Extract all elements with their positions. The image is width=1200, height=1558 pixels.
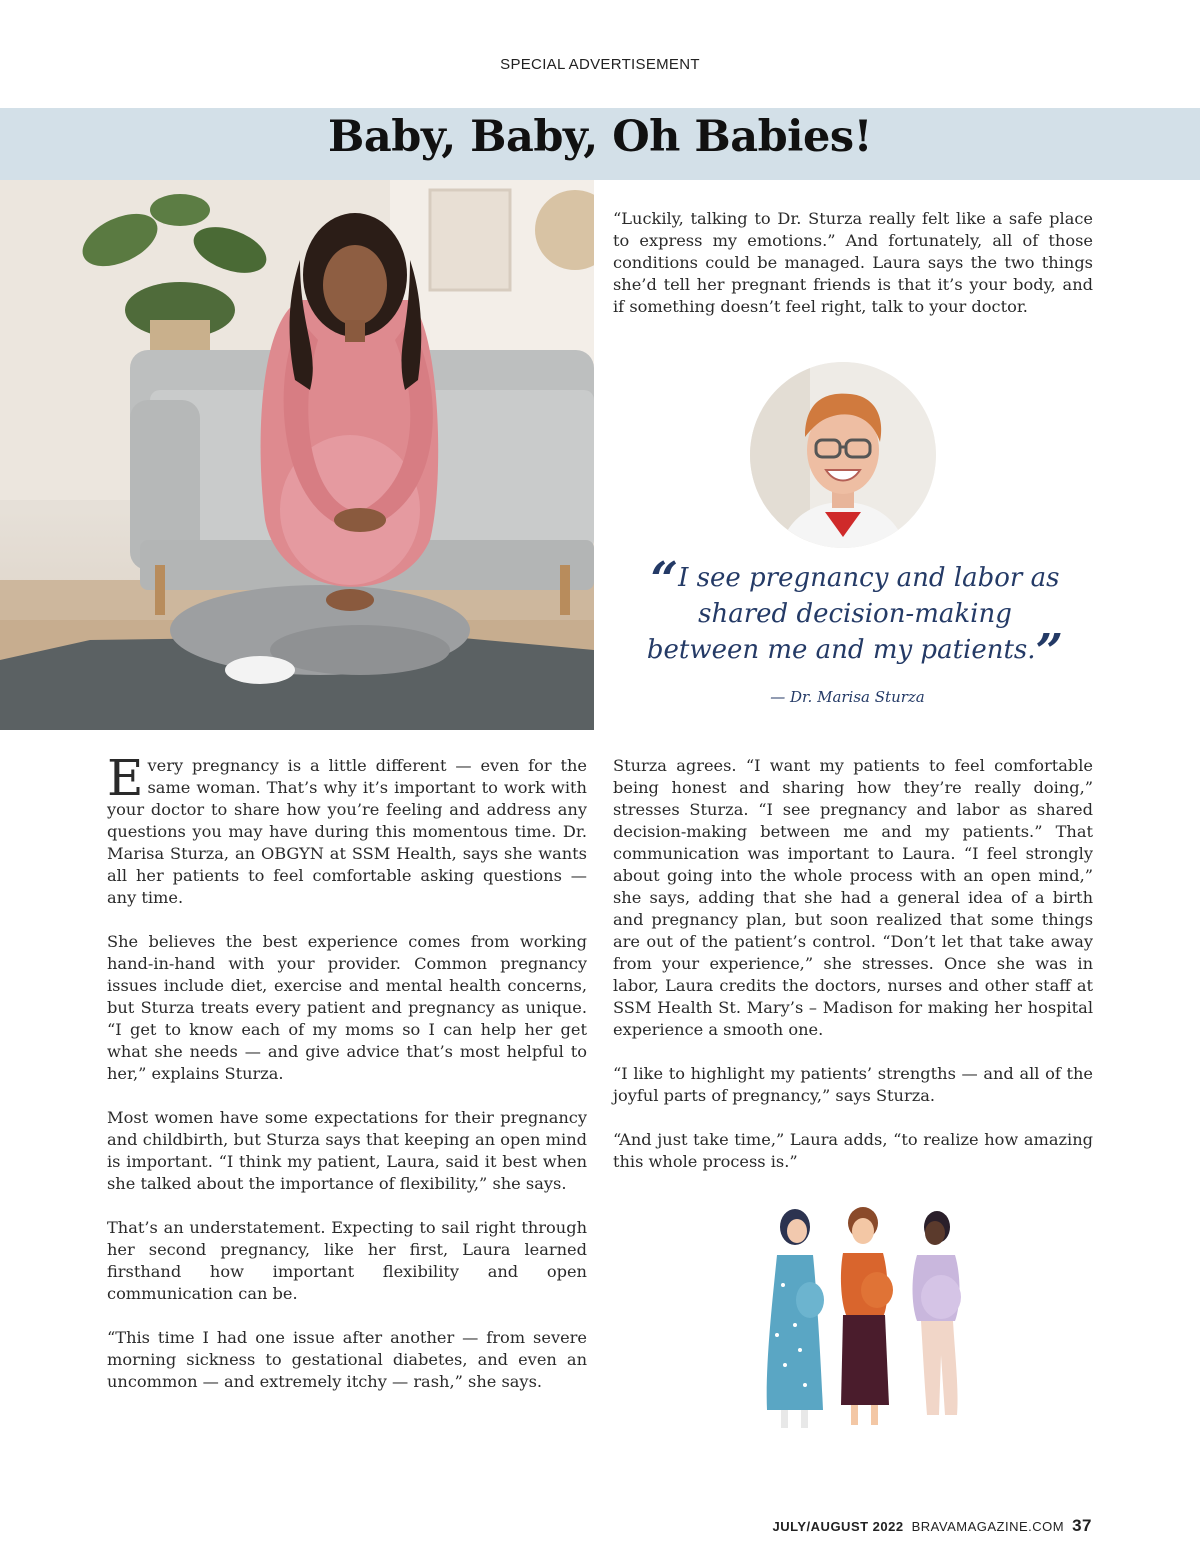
paragraph: [107, 749, 587, 909]
paragraph: “This time I had one issue after another — from severe morning sickness to gestational diabetes, and even an uncommon — and extremely itchy — rash,” she says.: [107, 1328, 587, 1391]
pull-quote-text: I see pregnancy and labor as shared decision-making between me and my patients.: [646, 563, 1060, 665]
pull-quote: [640, 552, 1070, 680]
doctor-portrait: [750, 362, 936, 548]
open-quote-mark: “: [650, 552, 679, 608]
page-title: Baby, Baby, Oh Babies!: [328, 112, 872, 162]
paragraph: She believes the best experience comes from working hand-in-hand with your provider. Common pregnancy issues include diet, exercise and mental health concerns, but Sturza treats every patient and pregnancy as unique. “I get to know each of my moms so I can help her get what she needs — and give advice that’s most helpful to her,” explains Sturza.: [107, 932, 587, 1083]
issue-date: JULY/AUGUST 2022: [772, 1519, 904, 1534]
paragraph-text: very pregnancy is a little different — even for the same woman. That’s why it’s important to work with your doctor to share how you’re feeling and address any questions you may have during this momentous time. Dr. Marisa Sturza, an OBGYN at SSM Health, says she wants all her patients to feel comfortable asking questions — any time.: [107, 756, 587, 907]
intro-continuation-paragraph: “Luckily, talking to Dr. Sturza really felt like a safe place to express my emotions.” And fortunately, all of those conditions could be managed. Laura says the two things she’d tell her pregnant friends is that it’s your body, and if something doesn’t feel right, talk to your doctor.: [613, 209, 1093, 316]
paragraph: Most women have some expectations for their pregnancy and childbirth, but Sturza says that keeping an open mind is important. “I think my patient, Laura, said it best when she talked about the importance of flexibility,” she says.: [107, 1108, 587, 1193]
page-footer: [773, 1516, 1092, 1536]
pull-quote-attribution: — Dr. Marisa Sturza: [770, 688, 925, 706]
website-link[interactable]: BRAVAMAGAZINE.COM: [911, 1519, 1065, 1534]
drop-cap: E: [107, 749, 144, 807]
right-column: [613, 755, 1093, 1195]
paragraph: “I like to highlight my patients’ strengths — and all of the joyful parts of pregnancy,” says Sturza.: [613, 1064, 1093, 1105]
hero-photo: [0, 180, 594, 730]
left-column: [107, 749, 587, 1415]
paragraph: “And just take time,” Laura adds, “to realize how amazing this whole process is.”: [613, 1130, 1093, 1171]
pregnant-women-illustration: [755, 1205, 975, 1435]
paragraph: That’s an understatement. Expecting to sail right through her second pregnancy, like her first, Laura learned firsthand how important flexibility and open communication can be.: [107, 1218, 587, 1303]
page-number: 37: [1072, 1516, 1092, 1535]
close-quote-mark: ”: [1035, 624, 1064, 680]
section-kicker: SPECIAL ADVERTISEMENT: [500, 56, 700, 73]
paragraph: Sturza agrees. “I want my patients to feel comfortable being honest and sharing how they’re really doing,” stresses Sturza. “I see pregnancy and labor as shared decision-making between me and my patients.” That communication was important to Laura. “I feel strongly about going into the whole process with an open mind,” she says, adding that she had a general idea of a birth and pregnancy plan, but soon realized that some things are out of the patient’s control. “Don’t let that take away from your experience,” she stresses. Once she was in labor, Laura credits the doctors, nurses and other staff at SSM Health St. Mary’s – Madison for making her hospital experience a smooth one.: [613, 756, 1093, 1039]
